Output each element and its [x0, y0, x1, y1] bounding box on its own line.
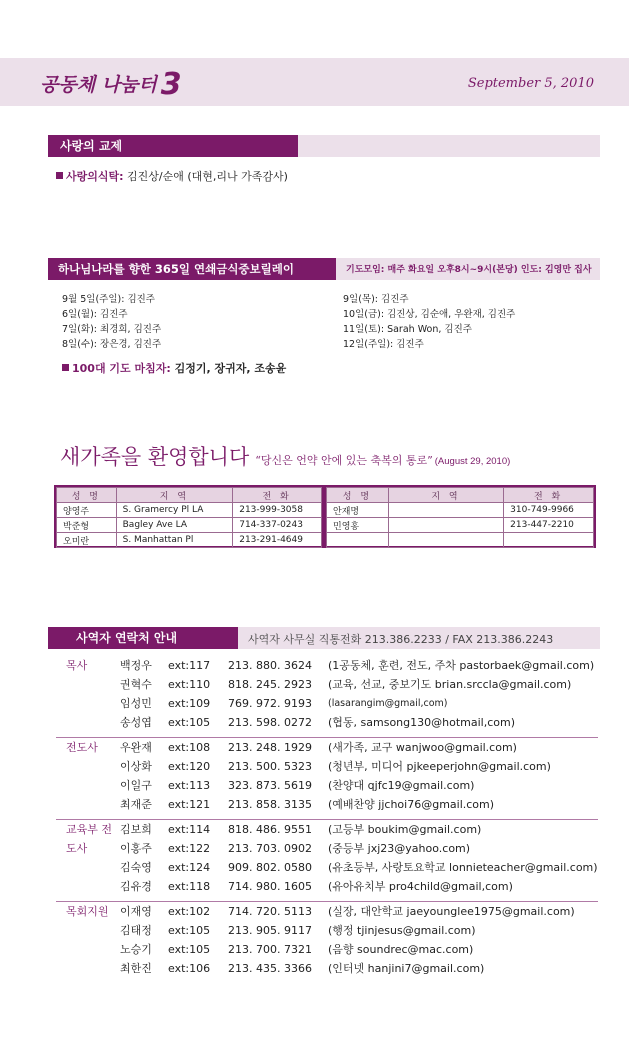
schedule-item: 11일(토): Sarah Won, 김진주	[343, 324, 472, 335]
table-row: 양영주 S. Gramercy Pl LA 213-999-3058	[57, 503, 322, 518]
column-header: 지 역	[116, 488, 233, 503]
table-row: 민영홍 213-447-2210	[327, 518, 594, 533]
column-header: 전 화	[504, 488, 594, 503]
welcome-heading: 새가족을 환영합니다 “당신은 언약 안에 있는 축복의 통로” (August 29, 2010)	[60, 445, 511, 469]
page-title: 공동체 나눔터 3	[40, 67, 182, 102]
table-row: 박준형 Bagley Ave LA 714-337-0243	[57, 518, 322, 533]
issue-date: September 5, 2010	[467, 76, 594, 91]
relay-meeting-note: 기도모임: 매주 화요일 오후8시~9시(본당) 인도: 김영만 집사	[346, 265, 592, 275]
column-header: 전 화	[233, 488, 322, 503]
group-name: 교육부 전도사	[66, 823, 113, 855]
square-bullet-icon	[56, 172, 63, 179]
love-section-heading: 사랑의 교제	[48, 135, 298, 157]
column-header: 지 역	[388, 488, 503, 503]
schedule-item: 9일(목): 김진주	[343, 294, 409, 305]
group-name: 전도사	[66, 741, 98, 754]
new-family-table-left	[56, 487, 322, 548]
love-heading-tail	[298, 135, 600, 157]
prayer-finishers-line: 100대 기도 마침자: 김정기, 장귀자, 조송윤	[62, 360, 286, 376]
schedule-item: 9월 5일(주일): 김진주	[62, 294, 155, 305]
contacts-section-heading: 사역자 연락처 안내	[48, 627, 238, 649]
table-row: 오미란 S. Manhattan Pl 213-291-4649	[57, 533, 322, 548]
table-header-row	[327, 488, 594, 503]
column-header: 성 명	[57, 488, 117, 503]
group-name: 목회지원	[66, 905, 109, 918]
relay-schedule-left	[62, 292, 161, 352]
schedule-item: 6일(월): 김진주	[62, 309, 128, 320]
love-table-line: 사랑의식탁: 김진상/순애 (대현,리나 가족감사)	[56, 168, 288, 184]
square-bullet-icon	[62, 364, 69, 371]
schedule-item: 7일(화): 최경희, 김진주	[62, 324, 162, 335]
page-number: 3	[160, 67, 182, 102]
schedule-item: 12일(주일): 김진주	[343, 339, 424, 350]
office-phone-note: 사역자 사무실 직통전화 213.386.2233 / FAX 213.386.2243	[248, 633, 554, 646]
schedule-item: 10일(금): 김진상, 김순애, 우완재, 김진주	[343, 309, 516, 320]
relay-schedule-right	[343, 292, 515, 352]
new-family-table-right	[326, 487, 594, 548]
schedule-item: 8일(수): 장은경, 김진주	[62, 339, 162, 350]
group-name: 목사	[66, 659, 88, 672]
table-row	[327, 533, 594, 548]
table-header-row	[57, 488, 322, 503]
column-header: 성 명	[327, 488, 389, 503]
relay-section-heading: 하나님나라를 향한 365일 연쇄금식중보릴레이	[48, 258, 336, 280]
table-row: 안재명 310-749-9966	[327, 503, 594, 518]
